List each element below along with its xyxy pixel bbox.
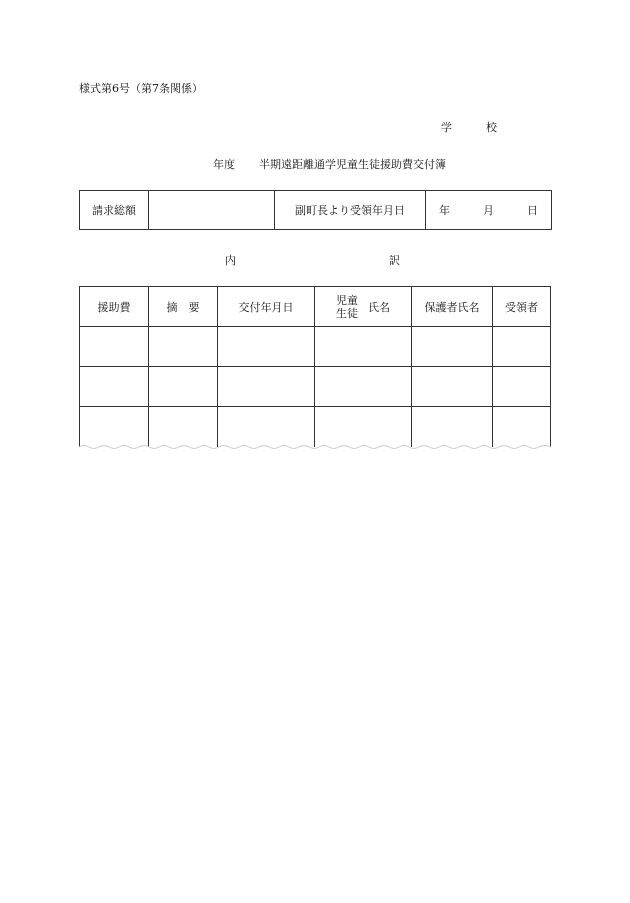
document-title-line	[213, 156, 446, 172]
cell-date	[218, 367, 315, 407]
header-recipient: 受領者	[493, 287, 551, 327]
cell-student	[315, 327, 412, 367]
total-amount-label: 請求総額	[80, 191, 149, 230]
cell-recipient	[493, 367, 551, 407]
cell-aid	[80, 407, 149, 447]
cell-date	[218, 407, 315, 447]
breakdown-right: 訳	[389, 254, 400, 267]
cell-date	[218, 327, 315, 367]
cell-recipient	[493, 327, 551, 367]
header-date: 交付年月日	[218, 287, 315, 327]
school-prefix: 学	[441, 121, 452, 134]
cell-guardian	[412, 327, 493, 367]
cell-aid	[80, 327, 149, 367]
header-guardian: 保護者氏名	[412, 287, 493, 327]
school-suffix: 校	[486, 121, 497, 134]
cell-student	[315, 407, 412, 447]
cell-recipient	[493, 407, 551, 447]
date-day: 日	[527, 204, 538, 217]
table-row	[80, 367, 551, 407]
school-label	[441, 119, 497, 135]
table-row	[80, 407, 551, 447]
detail-header-row	[80, 287, 551, 327]
cell-aid	[80, 367, 149, 407]
torn-edge	[79, 444, 551, 450]
cell-guardian	[412, 407, 493, 447]
date-month: 月	[483, 204, 494, 217]
breakdown-left: 内	[225, 254, 236, 267]
document-title: 半期遠距離通学児童生徒援助費交付簿	[259, 158, 446, 171]
total-amount-value	[149, 191, 275, 230]
request-table	[79, 190, 552, 230]
cell-student	[315, 367, 412, 407]
cell-summary	[149, 407, 218, 447]
cell-guardian	[412, 367, 493, 407]
header-student-name: 氏名	[368, 300, 390, 314]
header-summary: 摘 要	[149, 287, 218, 327]
detail-table	[79, 286, 551, 447]
cell-summary	[149, 327, 218, 367]
date-year: 年	[439, 204, 450, 217]
header-student	[315, 287, 412, 327]
form-number: 様式第6号（第7条関係）	[79, 82, 203, 95]
fiscal-year-label: 年度	[213, 158, 235, 171]
header-student-bottom: 生徒	[336, 306, 358, 320]
table-row	[80, 327, 551, 367]
header-aid: 援助費	[80, 287, 149, 327]
receipt-date-label: 副町長より受領年月日	[275, 191, 426, 230]
receipt-date-value	[426, 191, 552, 230]
header-student-top: 児童	[336, 293, 358, 307]
cell-summary	[149, 367, 218, 407]
